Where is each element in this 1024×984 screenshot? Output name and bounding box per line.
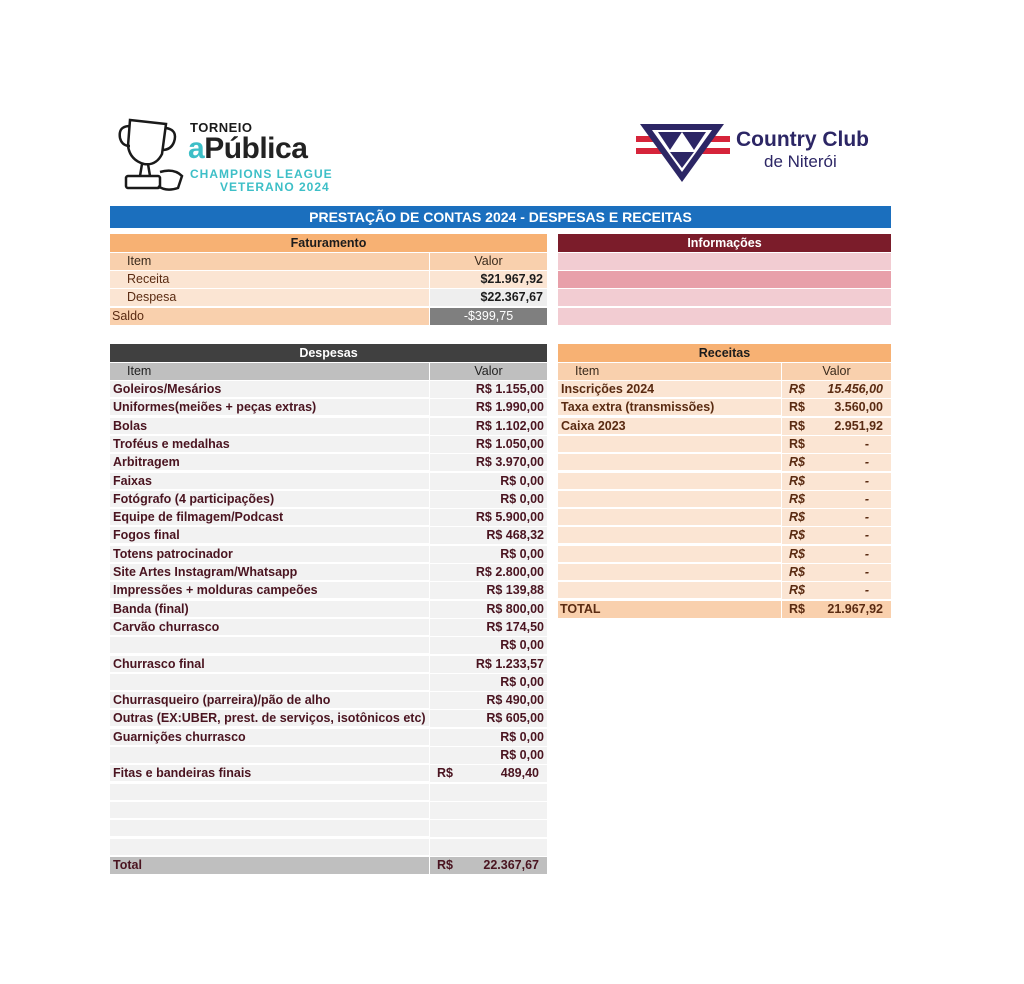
table-row — [110, 527, 547, 545]
club-crest-icon — [636, 122, 730, 186]
table-row — [110, 802, 547, 820]
despesa-item: Fitas e bandeiras finais — [110, 765, 429, 782]
table-row — [558, 527, 891, 545]
despesa-valor-cell — [430, 509, 547, 527]
receita-valor-cell — [782, 527, 891, 545]
receita-valor-cell — [782, 473, 891, 491]
despesa-valor-cell — [430, 656, 547, 674]
despesa-valor: R$ 490,00 — [486, 693, 544, 708]
despesa-valor-cell — [430, 527, 547, 545]
despesa-label: Despesa — [110, 289, 429, 306]
receita-value: $21.967,92 — [430, 271, 547, 288]
table-row — [110, 619, 547, 637]
despesa-valor: R$ 0,00 — [500, 473, 544, 488]
receita-item: Caixa 2023 — [558, 418, 781, 435]
despesa-item: Troféus e medalhas — [110, 436, 429, 453]
receita-item — [558, 436, 781, 453]
table-row — [110, 729, 547, 747]
table-row — [110, 674, 547, 692]
receita-currency: R$ — [789, 382, 805, 396]
table-row — [110, 546, 547, 564]
table-row — [110, 564, 547, 582]
receita-currency: R$ — [789, 491, 805, 506]
receita-currency: R$ — [789, 583, 805, 598]
receita-valor-cell — [782, 454, 891, 472]
despesa-valor: 489,40 — [500, 766, 539, 781]
despesas-col-item: Item — [110, 363, 429, 380]
table-row — [558, 546, 891, 564]
receitas-col-item: Item — [558, 363, 781, 380]
info-row — [558, 253, 891, 270]
receita-valor-cell — [782, 546, 891, 564]
receita-valor-cell — [782, 491, 891, 509]
receitas-total-cell — [782, 601, 891, 618]
receita-valor: - — [864, 510, 869, 525]
club-name: Country Club — [736, 128, 869, 151]
receita-valor: - — [864, 473, 869, 488]
despesa-valor-cell — [430, 710, 547, 728]
despesa-valor: R$ 3.970,00 — [475, 455, 544, 470]
table-row — [110, 820, 547, 838]
logo-line-2a: a — [188, 132, 205, 165]
receitas-total-value: 21.967,92 — [827, 602, 883, 616]
receita-item: Taxa extra (transmissões) — [558, 399, 781, 416]
table-row — [558, 381, 891, 399]
table-row — [110, 692, 547, 710]
despesa-valor-cell — [430, 473, 547, 491]
despesas-title: Despesas — [110, 344, 547, 362]
logo-line-4: VETERANO 2024 — [220, 180, 330, 194]
logo-line-3: CHAMPIONS LEAGUE — [190, 167, 333, 181]
table-row — [110, 509, 547, 527]
receita-currency: R$ — [789, 565, 805, 579]
receita-currency: R$ — [789, 400, 805, 415]
receita-currency: R$ — [789, 528, 805, 543]
table-row — [110, 454, 547, 472]
receita-valor: - — [864, 436, 869, 451]
logo-line-1: TORNEIO — [190, 120, 253, 135]
despesa-item: Fotógrafo (4 participações) — [110, 491, 429, 508]
despesa-valor: R$ 0,00 — [500, 674, 544, 689]
table-row — [110, 839, 547, 857]
receita-item — [558, 564, 781, 581]
despesa-valor: R$ 468,32 — [486, 528, 544, 543]
despesa-valor: R$ 1.102,00 — [475, 418, 544, 433]
receita-item — [558, 527, 781, 544]
despesa-item: Churrasco final — [110, 656, 429, 673]
table-row — [110, 582, 547, 600]
receita-valor: - — [864, 528, 869, 543]
saldo-label: Saldo — [110, 308, 429, 325]
receita-valor: - — [864, 491, 869, 506]
despesa-valor: R$ 800,00 — [486, 601, 544, 616]
faturamento-despesa-row — [110, 289, 547, 307]
receita-valor-cell — [782, 418, 891, 436]
despesa-item: Bolas — [110, 418, 429, 435]
despesa-valor-cell — [430, 546, 547, 564]
despesas-total-row — [110, 857, 547, 875]
despesa-valor-cell — [430, 619, 547, 637]
receita-valor-cell — [782, 399, 891, 417]
receita-valor-cell — [782, 564, 891, 582]
logo-line-2 — [188, 132, 307, 166]
table-row — [110, 601, 547, 619]
table-row — [558, 418, 891, 436]
receita-currency: R$ — [789, 436, 805, 451]
despesa-item — [110, 674, 429, 691]
despesa-item: Faixas — [110, 473, 429, 490]
despesa-valor-cell — [430, 802, 547, 820]
receita-valor: - — [864, 455, 869, 470]
receita-valor: - — [864, 546, 869, 561]
table-row — [110, 381, 547, 399]
despesas-header-row — [110, 363, 547, 381]
despesa-valor-cell — [430, 747, 547, 765]
receita-valor: 15.456,00 — [827, 382, 883, 396]
receita-item: Inscrições 2024 — [558, 381, 781, 398]
despesas-col-valor: Valor — [430, 363, 547, 380]
receita-item — [558, 546, 781, 563]
table-row — [110, 637, 547, 655]
despesa-item: Banda (final) — [110, 601, 429, 618]
table-row — [110, 418, 547, 436]
despesas-total-label: Total — [110, 857, 429, 874]
saldo-value: -$399,75 — [430, 308, 547, 325]
faturamento-title: Faturamento — [110, 234, 547, 252]
table-row — [110, 765, 547, 783]
despesa-valor: R$ 0,00 — [500, 748, 544, 762]
despesa-item — [110, 747, 429, 764]
receita-valor-cell — [782, 436, 891, 454]
torneio-logo — [116, 112, 366, 197]
despesa-item: Goleiros/Mesários — [110, 381, 429, 398]
despesa-valor: R$ 0,00 — [500, 491, 544, 506]
despesa-valor: R$ 1.233,57 — [475, 656, 544, 671]
despesa-item: Totens patrocinador — [110, 546, 429, 563]
table-row — [558, 399, 891, 417]
despesa-valor-cell — [430, 765, 547, 783]
table-row — [110, 710, 547, 728]
table-row — [558, 509, 891, 527]
despesa-valor: R$ 139,88 — [486, 583, 544, 598]
despesa-item: Site Artes Instagram/Whatsapp — [110, 564, 429, 581]
page-title: PRESTAÇÃO DE CONTAS 2024 - DESPESAS E RECEITAS — [110, 206, 891, 228]
informacoes-title: Informações — [558, 234, 891, 252]
despesa-currency: R$ — [437, 766, 453, 781]
table-row — [558, 436, 891, 454]
receita-valor: - — [864, 583, 869, 598]
despesa-item: Outras (EX:UBER, prest. de serviços, isotônicos etc) — [110, 710, 429, 727]
receitas-header-row — [558, 363, 891, 381]
table-row — [110, 436, 547, 454]
receita-valor: 3.560,00 — [834, 400, 883, 415]
trophy-icon — [116, 114, 186, 194]
despesa-item: Guarnições churrasco — [110, 729, 429, 746]
despesa-valor-cell — [430, 674, 547, 692]
despesa-valor-cell — [430, 564, 547, 582]
receitas-total-row — [558, 601, 891, 619]
receitas-total-label: TOTAL — [558, 601, 781, 618]
receitas-col-valor: Valor — [782, 363, 891, 380]
despesa-value: $22.367,67 — [430, 289, 547, 306]
despesa-valor: R$ 2.800,00 — [475, 565, 544, 579]
despesa-item — [110, 637, 429, 654]
table-row — [558, 564, 891, 582]
table-row — [110, 656, 547, 674]
faturamento-col-item: Item — [110, 253, 429, 270]
despesa-item — [110, 839, 429, 856]
info-row — [558, 271, 891, 288]
club-subtitle: de Niterói — [764, 152, 837, 171]
despesa-item: Equipe de filmagem/Podcast — [110, 509, 429, 526]
despesa-item: Churrasqueiro (parreira)/pão de alho — [110, 692, 429, 709]
receitas-title: Receitas — [558, 344, 891, 362]
receita-currency: R$ — [789, 546, 805, 561]
table-row — [110, 784, 547, 802]
table-row — [558, 491, 891, 509]
despesa-item — [110, 802, 429, 819]
receita-item — [558, 473, 781, 490]
despesa-item — [110, 820, 429, 837]
receita-valor-cell — [782, 381, 891, 399]
receita-currency: R$ — [789, 473, 805, 488]
table-row — [110, 491, 547, 509]
despesa-valor: R$ 605,00 — [486, 711, 544, 726]
table-row — [110, 747, 547, 765]
receita-item — [558, 582, 781, 599]
receita-valor-cell — [782, 509, 891, 527]
despesa-valor-cell — [430, 381, 547, 399]
despesa-item: Arbitragem — [110, 454, 429, 471]
despesa-valor-cell — [430, 601, 547, 619]
despesa-valor-cell — [430, 491, 547, 509]
info-row — [558, 289, 891, 306]
faturamento-saldo-row — [110, 308, 547, 326]
despesa-valor: R$ 1.155,00 — [475, 382, 544, 396]
table-row — [558, 454, 891, 472]
logo-line-2b: Pública — [204, 132, 308, 165]
despesa-valor: R$ 0,00 — [500, 546, 544, 561]
despesa-valor-cell — [430, 637, 547, 655]
table-row — [110, 399, 547, 417]
receita-currency: R$ — [789, 510, 805, 525]
receita-label: Receita — [110, 271, 429, 288]
despesa-valor: R$ 0,00 — [500, 638, 544, 653]
receitas-total-currency: R$ — [789, 602, 805, 616]
despesa-valor: R$ 1.050,00 — [475, 436, 544, 451]
despesa-valor-cell — [430, 820, 547, 838]
faturamento-col-valor: Valor — [430, 253, 547, 270]
despesa-valor-cell — [430, 729, 547, 747]
despesas-total-value: 22.367,67 — [483, 858, 539, 872]
despesas-total-cell — [430, 857, 547, 874]
receita-valor-cell — [782, 582, 891, 600]
table-row — [558, 582, 891, 600]
despesa-valor-cell — [430, 436, 547, 454]
receita-item — [558, 491, 781, 508]
receita-currency: R$ — [789, 418, 805, 433]
info-row — [558, 308, 891, 325]
receita-valor: - — [864, 565, 869, 579]
despesa-valor-cell — [430, 418, 547, 436]
despesas-total-currency: R$ — [437, 858, 453, 872]
despesa-valor: R$ 1.990,00 — [475, 400, 544, 415]
despesa-item: Uniformes(meiões + peças extras) — [110, 399, 429, 416]
despesa-valor-cell — [430, 692, 547, 710]
despesa-valor: R$ 174,50 — [486, 619, 544, 634]
despesa-item: Fogos final — [110, 527, 429, 544]
receita-valor: 2.951,92 — [834, 418, 883, 433]
despesa-valor-cell — [430, 582, 547, 600]
faturamento-header-row — [110, 253, 547, 271]
despesa-valor: R$ 0,00 — [500, 729, 544, 744]
despesa-item — [110, 784, 429, 801]
table-row — [110, 473, 547, 491]
receita-item — [558, 454, 781, 471]
despesa-item: Carvão churrasco — [110, 619, 429, 636]
despesa-valor-cell — [430, 839, 547, 857]
receita-item — [558, 509, 781, 526]
despesa-item: Impressões + molduras campeões — [110, 582, 429, 599]
receita-currency: R$ — [789, 455, 805, 470]
despesa-valor: R$ 5.900,00 — [475, 510, 544, 525]
despesa-valor-cell — [430, 454, 547, 472]
despesa-valor-cell — [430, 784, 547, 802]
country-club-logo — [636, 122, 896, 186]
faturamento-receita-row — [110, 271, 547, 289]
table-row — [558, 473, 891, 491]
despesa-valor-cell — [430, 399, 547, 417]
